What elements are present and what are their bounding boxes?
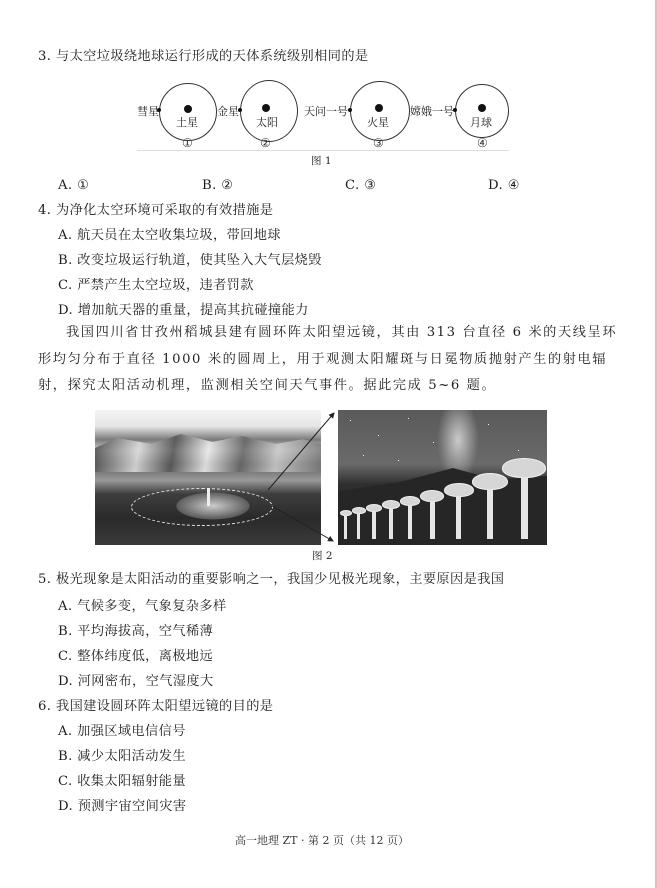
option-letter: B. [58,624,73,639]
antenna-ring [131,488,273,526]
question-number: 5. [38,572,52,587]
question-text: 我国建设圆环阵太阳望远镜的目的是 [55,699,274,714]
q3-option-d[interactable] [488,177,520,195]
q3-option-b[interactable] [202,177,234,195]
option-letter: A. [58,178,73,193]
central-body-dot [184,105,192,113]
question-3-stem [38,48,369,66]
q6-option-c[interactable] [58,773,186,791]
passage-line-2: 形均匀分布于直径 1000 米的圆周上，用于观测太阳耀斑与日冕物质抛射产生的射电辐 [38,352,608,367]
question-5-stem [38,571,504,589]
option-letter: D. [488,178,504,193]
passage-line-1: 我国四川省甘孜州稻城县建有圆环阵太阳望远镜，其由 313 台直径 6 米的天线呈环 [66,325,618,340]
dish-antenna [472,473,508,490]
q4-option-b[interactable] [58,252,322,270]
question-6-stem [38,698,273,716]
q6-option-d[interactable] [58,798,186,816]
option-letter: C. [345,178,360,193]
option-letter: D. [58,674,74,689]
question-text: 与太空垃圾绕地球运行形成的天体系统级别相同的是 [55,49,369,64]
central-body-dot [375,104,383,112]
option-letter: C. [58,278,73,293]
question-text: 为净化太空环境可采取的有效措施是 [55,203,274,218]
question-4-stem [38,202,273,220]
option-text: 减少太阳活动发生 [77,749,186,764]
panel-index: ② [260,136,271,150]
option-text: 河网密布，空气湿度大 [77,674,214,689]
q4-option-d[interactable] [58,302,309,320]
option-letter: A. [58,228,73,243]
q4-option-a[interactable] [58,227,281,245]
question-number: 6. [38,699,52,714]
page-footer: 高一地理 ZT · 第 2 页（共 12 页） [235,834,409,847]
central-body-dot [478,104,486,112]
option-letter: D. [58,799,74,814]
figure-1-baseline [137,150,509,151]
orbiter-label: 天问一号 [304,105,348,118]
q6-option-b[interactable] [58,748,186,766]
figure-1-caption: 图 1 [311,155,332,167]
panel-index: ③ [373,136,384,150]
panel-index: ④ [477,136,488,150]
q5-option-d[interactable] [58,673,214,691]
option-text: ① [77,178,90,193]
center-label: 太阳 [256,116,278,129]
option-text: 改变垃圾运行轨道，使其坠入大气层烧毁 [77,253,322,268]
q3-option-a[interactable] [58,177,89,195]
q5-option-b[interactable] [58,623,213,641]
telescope-aerial-photo [95,410,321,545]
question-number: 4. [38,203,52,218]
q3-option-c[interactable] [345,177,376,195]
central-body-dot [262,104,270,112]
center-tower [207,488,210,506]
option-text: ③ [364,178,377,193]
option-letter: B. [58,749,73,764]
option-text: ② [221,178,234,193]
passage-line-3: 射，探究太阳活动机理，监测相关空间天气事件。据此完成 5~6 题。 [38,378,497,393]
option-text: 严禁产生太空垃圾，违者罚款 [77,278,254,293]
option-text: 平均海拔高，空气稀薄 [77,624,214,639]
option-text: 气候多变，气象复杂多样 [77,599,227,614]
orbiter-label: 金星 [217,105,239,118]
panel-index: ① [182,136,193,150]
question-text: 极光现象是太阳活动的重要影响之一，我国少见极光现象，主要原因是我国 [55,572,505,587]
q4-option-c[interactable] [58,277,254,295]
dish-antenna [502,458,546,478]
mountain-range [95,432,321,472]
question-number: 3. [38,49,52,64]
q6-option-a[interactable] [58,723,186,741]
q5-option-c[interactable] [58,648,213,666]
orbit-circle [240,80,298,142]
option-text: 收集太阳辐射能量 [77,774,186,789]
option-text: 航天员在太空收集垃圾，带回地球 [77,228,281,243]
center-label: 土星 [176,116,198,129]
q5-option-a[interactable] [58,598,227,616]
center-label: 火星 [367,116,389,129]
option-text: ④ [507,178,520,193]
option-text: 增加航天器的重量，提高其抗碰撞能力 [77,303,309,318]
dish-antenna [444,483,474,497]
option-letter: C. [58,649,73,664]
orbiter-label: 嫦娥一号 [410,105,454,118]
orbiter-label: 彗星 [137,105,159,118]
option-letter: B. [58,253,73,268]
option-letter: D. [58,303,74,318]
option-letter: A. [58,724,73,739]
option-letter: C. [58,774,73,789]
option-letter: A. [58,599,73,614]
option-text: 整体纬度低，离极地远 [77,649,214,664]
orbiting-body-dot [348,108,352,112]
option-text: 预测宇宙空间灾害 [77,799,187,814]
radio-dish-night-photo [338,410,547,545]
option-letter: B. [202,178,217,193]
option-text: 加强区域电信信号 [77,724,186,739]
center-label: 月球 [470,116,492,129]
figure-2-caption: 图 2 [312,550,333,562]
